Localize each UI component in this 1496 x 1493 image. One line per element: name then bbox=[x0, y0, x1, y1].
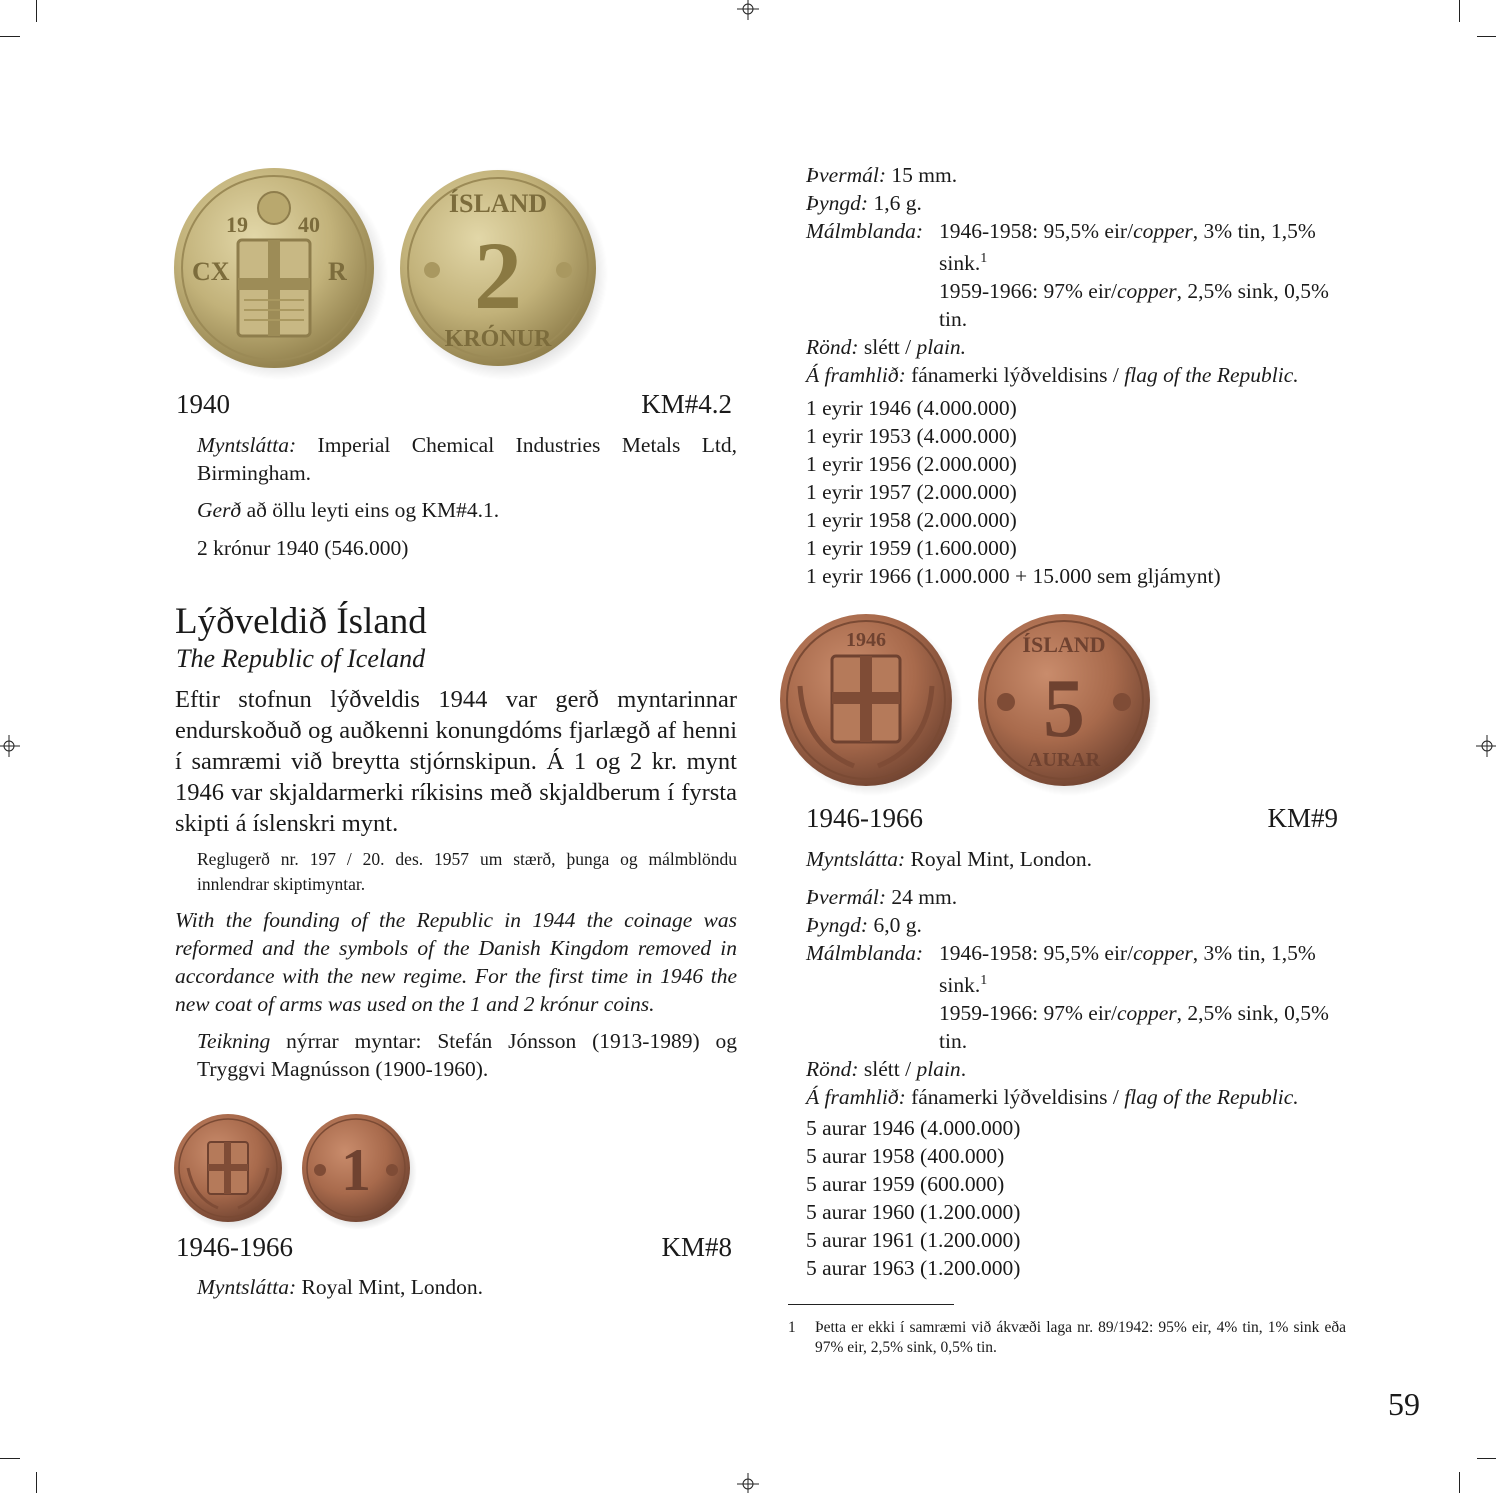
section-subtitle: The Republic of Iceland bbox=[176, 644, 426, 673]
mint-value: Royal Mint, London. bbox=[301, 1275, 484, 1299]
mintage-line: 5 aurar 1958 (400.000) bbox=[806, 1144, 1005, 1168]
crop-mark bbox=[36, 0, 37, 22]
coin-value: 1 bbox=[341, 1137, 371, 1203]
alloy-text: copper bbox=[1133, 941, 1193, 965]
coin-value: 5 bbox=[1043, 662, 1085, 755]
coin-km9-header bbox=[806, 802, 1338, 834]
mint-label: Myntslátta: bbox=[806, 847, 906, 871]
mint-info bbox=[806, 845, 1092, 873]
designer-label: Teikning bbox=[197, 1029, 271, 1053]
alloy-text: tin. bbox=[939, 1029, 968, 1054]
spec-front bbox=[806, 1083, 1346, 1111]
coin-1940-obverse-image bbox=[168, 160, 388, 382]
design-note bbox=[197, 496, 737, 524]
spec-label: Þyngd: bbox=[806, 191, 869, 215]
coin-legend: 1946 bbox=[846, 629, 886, 651]
spec-alloy bbox=[806, 217, 1346, 333]
alloy-text: copper bbox=[1133, 219, 1193, 243]
km-number: KM#9 bbox=[1267, 803, 1338, 833]
mintage-line: 5 aurar 1959 (600.000) bbox=[806, 1172, 1005, 1196]
footnote-ref: 1 bbox=[980, 973, 988, 988]
coin-legend: ÍSLAND bbox=[448, 189, 548, 218]
coin-km8-reverse-image bbox=[296, 1108, 418, 1232]
footnote-text: Þetta er ekki í samræmi við ákvæði laga nr. 89/1942: 95% eir, 4% tin, 1% sink eða 97% eir, 2,5% sink, 0,5% tin. bbox=[815, 1319, 1346, 1356]
coin-legend: R bbox=[328, 257, 347, 286]
spec-weight bbox=[806, 189, 1346, 217]
spec-label: Rönd: bbox=[806, 1057, 859, 1082]
mintage-line: 5 aurar 1946 (4.000.000) bbox=[806, 1116, 1021, 1140]
mint-label: Myntslátta: bbox=[197, 433, 297, 457]
km9-specs bbox=[806, 883, 1346, 1111]
footnote-ref: 1 bbox=[980, 251, 988, 266]
mintage-line: 1 eyrir 1953 (4.000.000) bbox=[806, 424, 1017, 448]
english-paragraph: With the founding of the Republic in 1944 the coinage was reformed and the symbols of the Danish Kingdom removed in accordance with the new regime. For the first time in 1946 the new coat of arms was used on the 1 and 2 krónur coins. bbox=[175, 908, 737, 1016]
spec-label: Þyngd: bbox=[806, 913, 869, 937]
alloy-text: , 3% tin, 1,5% bbox=[1192, 941, 1316, 965]
footnote-rule bbox=[788, 1304, 954, 1305]
spec-label: Þvermál: bbox=[806, 163, 886, 187]
mintage-line: 2 krónur 1940 (546.000) bbox=[197, 536, 409, 560]
spec-value: fánamerki lýðveldisins / bbox=[911, 363, 1125, 388]
coin-legend: CX bbox=[192, 257, 230, 286]
spec-value: fánamerki lýðveldisins / bbox=[911, 1085, 1125, 1110]
spec-value: . bbox=[960, 1057, 967, 1082]
spec-diameter bbox=[806, 161, 1346, 189]
alloy-text: 1959-1966: 97% eir/ bbox=[939, 279, 1117, 304]
coin-years: 1946-1966 bbox=[176, 1232, 293, 1262]
alloy-text: copper bbox=[1116, 1001, 1177, 1026]
coin-legend: KRÓNUR bbox=[444, 326, 552, 352]
spec-front bbox=[806, 361, 1346, 389]
mint-label: Myntslátta: bbox=[197, 1275, 297, 1299]
mintage-line: 5 aurar 1963 (1.200.000) bbox=[806, 1256, 1021, 1280]
spec-value: slétt / bbox=[863, 335, 917, 360]
spec-edge bbox=[806, 333, 1346, 361]
km8-mintage-list bbox=[806, 394, 1221, 590]
coin-1940-reverse-image bbox=[398, 160, 608, 382]
mintage-line: 1 eyrir 1957 (2.000.000) bbox=[806, 480, 1017, 504]
alloy-text: , 2,5% sink, 0,5% bbox=[1176, 1001, 1329, 1026]
km9-mintage-list bbox=[806, 1114, 1020, 1282]
mint-value: Royal Mint, London. bbox=[910, 847, 1093, 871]
crop-mark bbox=[1459, 1472, 1460, 1493]
spec-label: Málmblanda: bbox=[806, 219, 924, 243]
design-note-value: að öllu leyti eins og KM#4.1. bbox=[246, 498, 500, 522]
mintage-line: 1 eyrir 1966 (1.000.000 + 15.000 sem gljámynt) bbox=[806, 564, 1221, 588]
registration-mark-icon bbox=[0, 735, 22, 757]
spec-label: Þvermál: bbox=[806, 885, 886, 909]
mintage-line: 5 aurar 1961 (1.200.000) bbox=[806, 1228, 1021, 1252]
coin-km8-obverse-image bbox=[168, 1108, 290, 1232]
coin-legend: AURAR bbox=[1027, 749, 1101, 771]
mintage-line: 1 eyrir 1958 (2.000.000) bbox=[806, 508, 1017, 532]
spec-value: flag of the Republic. bbox=[1124, 363, 1299, 388]
coin-legend: ÍSLAND bbox=[1022, 632, 1106, 657]
section-title: Lýðveldið Ísland bbox=[175, 601, 427, 642]
spec-label: Á framhlið: bbox=[806, 363, 906, 388]
alloy-text: , 2,5% sink, 0,5% bbox=[1176, 279, 1329, 304]
regulation-note: Reglugerð nr. 197 / 20. des. 1957 um stærð, þunga og málmblöndu innlendrar skiptimyntar. bbox=[197, 849, 737, 894]
spec-edge bbox=[806, 1055, 1346, 1083]
coin-legend: 40 bbox=[298, 212, 320, 237]
mintage-line: 1 eyrir 1946 (4.000.000) bbox=[806, 396, 1017, 420]
crop-mark bbox=[1477, 36, 1496, 37]
alloy-line bbox=[939, 217, 1346, 245]
spec-value: plain bbox=[916, 1057, 961, 1082]
km8-specs bbox=[806, 161, 1346, 389]
spec-diameter bbox=[806, 883, 1346, 911]
spec-value: 24 mm. bbox=[891, 885, 958, 909]
coin-year: 1940 bbox=[176, 389, 230, 419]
alloy-text: copper bbox=[1116, 279, 1177, 304]
designer-note bbox=[197, 1027, 737, 1083]
spec-label: Rönd: bbox=[806, 335, 859, 360]
intro-paragraph: Eftir stofnun lýðveldis 1944 var gerð myntarinnar endurskoðuð og auðkenni konungdóms fjarlægð af henni í samræmi við breytta stjórnskipun. Á 1 og 2 kr. mynt 1946 var skjaldarmerki ríkisins með skjaldberum í fyrsta skipti á íslenskri mynt. bbox=[175, 686, 737, 837]
spec-alloy bbox=[806, 939, 1346, 1055]
coin-1940-header bbox=[176, 388, 732, 420]
mint-value: Imperial Chemical Industries Metals Ltd, Birmingham. bbox=[197, 433, 737, 485]
alloy-text: sink. bbox=[939, 251, 981, 276]
spec-value: 15 mm. bbox=[891, 163, 958, 187]
km-number: KM#4.2 bbox=[641, 389, 732, 419]
alloy-text: 1959-1966: 97% eir/ bbox=[939, 1001, 1117, 1026]
mint-info bbox=[197, 431, 737, 487]
page-number: 59 bbox=[1388, 1386, 1420, 1422]
spec-label: Á framhlið: bbox=[806, 1085, 906, 1110]
alloy-text: 1946-1958: 95,5% eir/ bbox=[939, 941, 1134, 965]
alloy-text: sink. bbox=[939, 973, 981, 998]
spec-weight bbox=[806, 911, 1346, 939]
spec-value: flag of the Republic. bbox=[1124, 1085, 1299, 1110]
coin-km9-reverse-image bbox=[972, 606, 1162, 798]
mintage-line: 5 aurar 1960 (1.200.000) bbox=[806, 1200, 1021, 1224]
alloy-text: 1946-1958: 95,5% eir/ bbox=[939, 219, 1134, 243]
registration-mark-icon bbox=[737, 0, 759, 22]
spec-value: 6,0 g. bbox=[873, 913, 922, 937]
registration-mark-icon bbox=[1474, 735, 1496, 757]
alloy-text: , 3% tin, 1,5% bbox=[1192, 219, 1316, 243]
footnote-number: 1 bbox=[788, 1319, 796, 1336]
coin-km8-header bbox=[176, 1231, 732, 1263]
mintage-line: 1 eyrir 1959 (1.600.000) bbox=[806, 536, 1017, 560]
mintage-line: 1 eyrir 1956 (2.000.000) bbox=[806, 452, 1017, 476]
km-number: KM#8 bbox=[661, 1232, 732, 1262]
coin-value: 2 bbox=[474, 222, 522, 329]
spec-label: Málmblanda: bbox=[806, 941, 924, 965]
crop-mark bbox=[0, 36, 20, 37]
coin-years: 1946-1966 bbox=[806, 803, 923, 833]
spec-value: slétt / bbox=[863, 1057, 917, 1082]
design-note-label: Gerð bbox=[197, 498, 242, 522]
alloy-text: tin. bbox=[939, 307, 968, 332]
crop-mark bbox=[36, 1472, 37, 1493]
mint-info bbox=[197, 1273, 483, 1301]
coin-legend: 19 bbox=[226, 212, 248, 237]
spec-value: plain. bbox=[916, 335, 967, 360]
footnote bbox=[788, 1318, 1346, 1358]
designer-value: nýrrar myntar: Stefán Jónsson (1913-1989) og Tryggvi Magnússon (1900-1960). bbox=[197, 1029, 737, 1081]
coin-km9-obverse-image bbox=[774, 606, 964, 798]
crop-mark bbox=[1477, 1458, 1496, 1459]
registration-mark-icon bbox=[737, 1471, 759, 1493]
spec-value: 1,6 g. bbox=[873, 191, 922, 215]
crop-mark bbox=[1459, 0, 1460, 22]
crop-mark bbox=[0, 1458, 20, 1459]
